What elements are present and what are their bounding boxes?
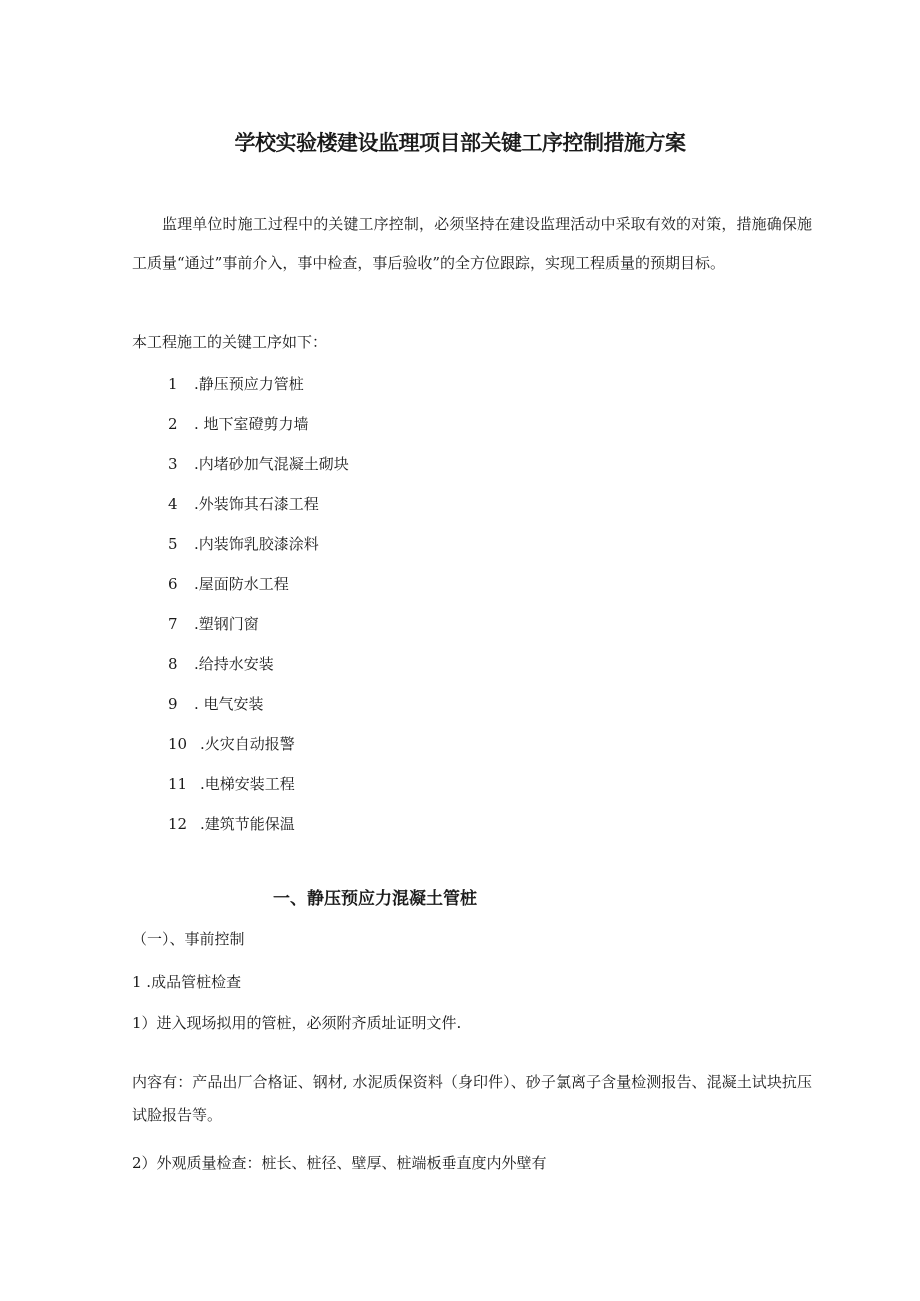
list-item-number: 5	[168, 535, 178, 553]
list-item-number: 10	[168, 735, 188, 753]
list-intro: 本工程施工的关键工序如下：	[132, 333, 328, 351]
list-item-text: .静压预应力管桩	[194, 375, 304, 393]
list-item-text: . 电气安装	[194, 695, 264, 713]
list-item-text: . 地下室磴剪力墙	[194, 415, 309, 433]
item-paragraph: 1）进入现场拟用的管桩，必须附齐质址证明文件.	[132, 1014, 462, 1032]
intro-paragraph: 监理单位时施工过程中的关键工序控制，必须坚持在建设监理活动中采取有效的对策，措施确保施工质量“通过”事前介入，事中检查，事后验收”的全方位跟踪，实现工程质量的预期目标。	[132, 215, 812, 272]
list-item-number: 3	[168, 455, 178, 473]
contents-paragraph: 内容有：产品出厂合格证、钢材, 水泥质保资料（身印件）、砂子氯离子含量检测报告、混凝土试块抗压试脸报告等。	[132, 1073, 812, 1124]
list-item	[168, 530, 349, 570]
list-item-number: 12	[168, 815, 188, 833]
list-item-number: 1	[168, 375, 178, 393]
list-item-text: .内装饰乳胶漆涂料	[194, 535, 319, 553]
list-item-number: 8	[168, 655, 178, 673]
list-item	[168, 650, 349, 690]
list-item	[168, 690, 349, 730]
list-item-number: 11	[168, 775, 188, 793]
list-item-text: .建筑节能保温	[200, 815, 295, 833]
list-item-number: 9	[168, 695, 178, 713]
list-item-text: .火灾自动报警	[200, 735, 295, 753]
list-item-number: 2	[168, 415, 178, 433]
document-title: 学校实验楼建设监理项目部关键工序控制措施方案	[234, 131, 686, 155]
section-heading: 一、静压预应力混凝土管桩	[273, 889, 477, 909]
list-item-text: .屋面防水工程	[194, 575, 289, 593]
list-item-text: .外装饰其石漆工程	[194, 495, 319, 513]
list-item	[168, 490, 349, 530]
list-item-number: 6	[168, 575, 178, 593]
list-item	[168, 770, 349, 810]
list-item-text: .给持水安装	[194, 655, 274, 673]
list-item	[168, 370, 349, 410]
list-item	[168, 730, 349, 770]
list-item	[168, 610, 349, 650]
item-heading: 1 .成品管桩检查	[132, 973, 242, 991]
list-item-text: .电梯安装工程	[200, 775, 295, 793]
list-item	[168, 410, 349, 450]
list-item-text: .内堵砂加气混凝土砌块	[194, 455, 349, 473]
item-paragraph-2: 2）外观质量检查：桩长、桩径、壁厚、桩端板垂直度内外壁有	[132, 1154, 547, 1172]
list-item-number: 7	[168, 615, 178, 633]
list-item	[168, 570, 349, 610]
key-process-list	[168, 370, 349, 850]
list-item	[168, 810, 349, 850]
list-item-number: 4	[168, 495, 178, 513]
sub-heading: （一）、事前控制	[132, 930, 245, 948]
list-item	[168, 450, 349, 490]
list-item-text: .塑钢门窗	[194, 615, 259, 633]
